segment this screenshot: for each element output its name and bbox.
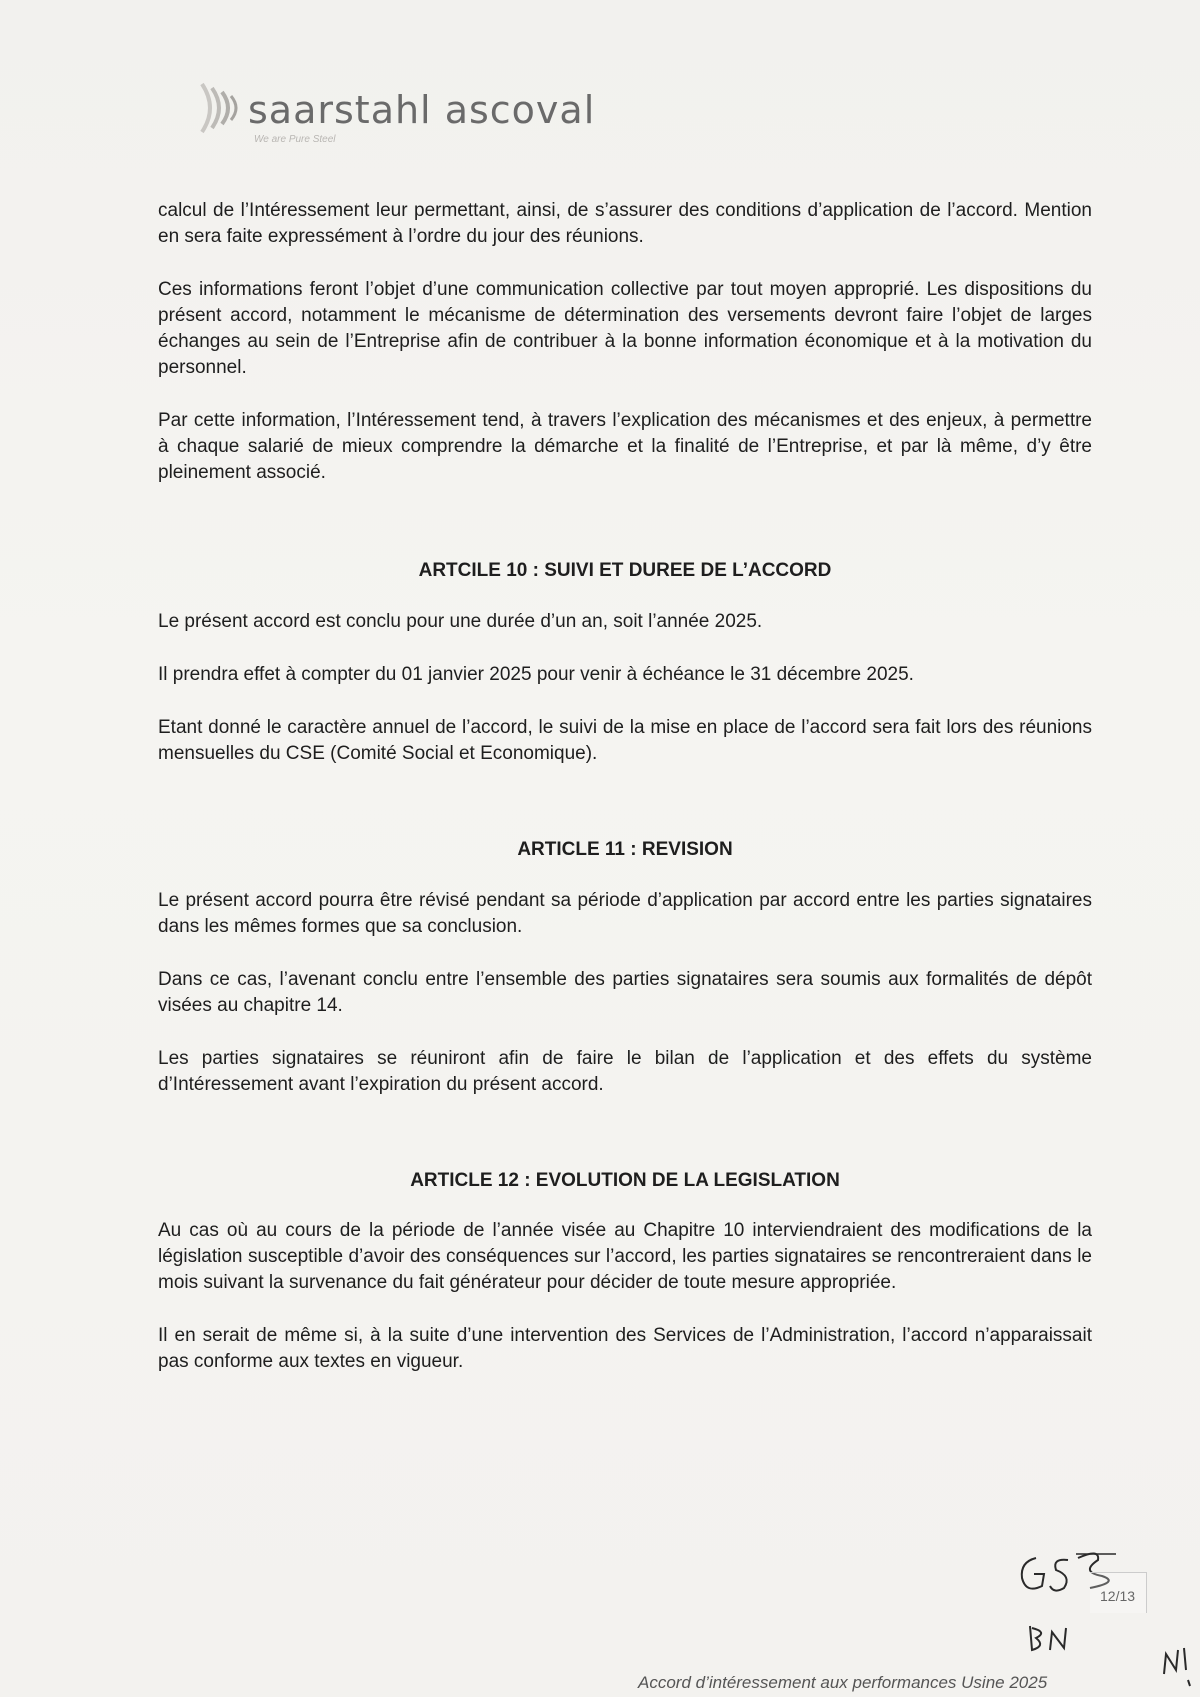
article-11-paragraph-3: Les parties signataires se réuniront afin de faire le bilan de l’application et des effets du système d’Intéressement avant l’expiration du présent accord.	[158, 1048, 1092, 1095]
article-10-paragraph-2: Il prendra effet à compter du 01 janvier 2025 pour venir à échéance le 31 décembre 2025.	[158, 664, 914, 685]
intro-paragraph-2: Ces informations feront l’objet d’une communication collective par tout moyen approprié. Les dispositions du présent accord, notamment le mécanisme de détermination des versements devront faire l’objet de larges échanges au sein de l’Entreprise afin de contribuer à la bonne information économique et à la motivation du personnel.	[158, 279, 1092, 378]
handwritten-initials-ni	[1160, 1640, 1196, 1690]
page-number: 12/13	[1100, 1588, 1136, 1604]
intro-paragraph-3: Par cette information, l’Intéressement tend, à travers l’explication des mécanismes et des enjeux, à permettre à chaque salarié de mieux comprendre la démarche et la finalité de l’Entreprise, et par là même, d’y être pleinement associé.	[158, 410, 1092, 483]
article-12-title: ARTICLE 12 : EVOLUTION DE LA LEGISLATION	[410, 1170, 840, 1191]
footer-text: Accord d’intéressement aux performances Usine 2025	[638, 1673, 1048, 1692]
logo-waves-icon	[196, 78, 242, 138]
handwritten-initials-bn	[1024, 1620, 1076, 1656]
logo-tagline: We are Pure Steel	[254, 134, 336, 145]
intro-paragraph-1: calcul de l’Intéressement leur permettant, ainsi, de s’assurer des conditions d’application de l’accord. Mention en sera faite expressément à l’ordre du jour des réunions.	[158, 200, 1092, 247]
article-10-title: ARTCILE 10 : SUIVI ET DUREE DE L’ACCORD	[418, 560, 832, 581]
article-12-paragraph-2: Il en serait de même si, à la suite d’une intervention des Services de l’Administration, l’accord n’apparaissait pas conforme aux textes en vigueur.	[158, 1325, 1092, 1372]
article-11-paragraph-2: Dans ce cas, l’avenant conclu entre l’ensemble des parties signataires sera soumis aux formalités de dépôt visées au chapitre 14.	[158, 969, 1092, 1016]
article-12-paragraph-1: Au cas où au cours de la période de l’année visée au Chapitre 10 interviendraient des modifications de la législation susceptible d’avoir des conséquences sur l’accord, les parties signataires se rencontreraient dans le mois suivant la survenance du fait générateur pour décider de toute mesure appropriée.	[158, 1220, 1092, 1293]
logo-text: saarstahl ascoval	[248, 88, 596, 132]
document-body	[158, 198, 1092, 1402]
article-10-paragraph-3: Etant donné le caractère annuel de l’accord, le suivi de la mise en place de l’accord sera fait lors des réunions mensuelles du CSE (Comité Social et Economique).	[158, 717, 1092, 764]
article-10-paragraph-1: Le présent accord est conclu pour une durée d’un an, soit l’année 2025.	[158, 611, 763, 632]
article-11-title: ARTICLE 11 : REVISION	[517, 839, 733, 860]
article-11-paragraph-1: Le présent accord pourra être révisé pendant sa période d’application par accord entre les parties signataires dans les mêmes formes que sa conclusion.	[158, 890, 1092, 937]
